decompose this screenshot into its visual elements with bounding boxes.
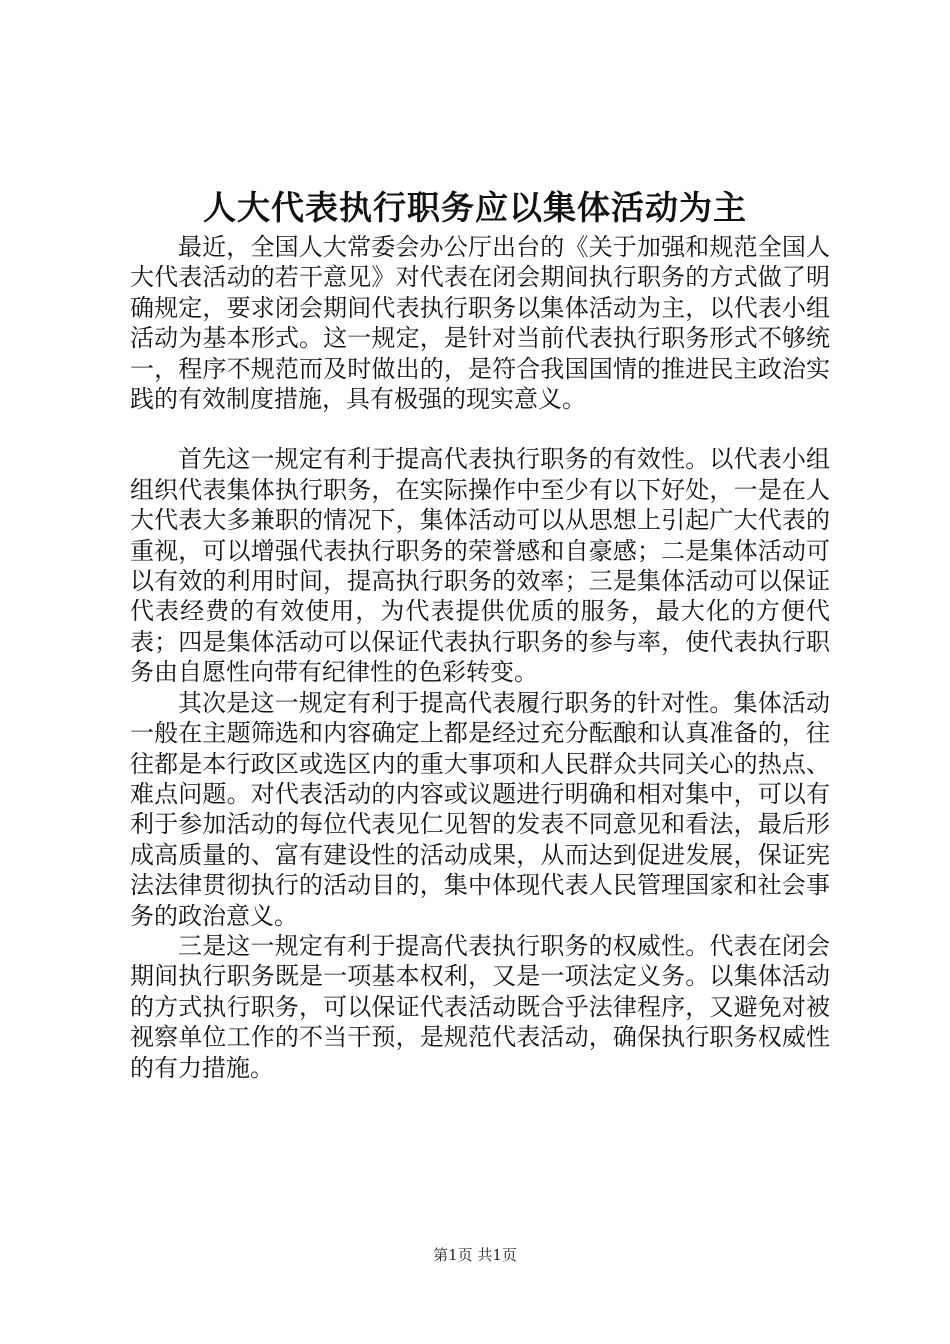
paragraph-intro: 最近，全国人大常委会办公厅出台的《关于加强和规范全国人大代表活动的若干意见》对代表在闭会期间执行职务的方式做了明确规定，要求闭会期间代表执行职务以集体活动为主，以代表小组活动为基本形式。这一规定，是针对当前代表执行职务形式不够统一，程序不规范而及时做出的，是符合我国国情的推进民主政治实践的有效制度措施，具有极强的现实意义。 (130, 233, 830, 414)
page-number: 第1页 (433, 1246, 473, 1264)
page-footer (0, 1245, 950, 1265)
paragraph-authority: 三是这一规定有利于提高代表执行职务的权威性。代表在闭会期间执行职务既是一项基本权利，又是一项法定义务。以集体活动的方式执行职务，可以保证代表活动既合乎法律程序，又避免对被视察单位工作的不当干预，是规范代表活动，确保执行职务权威性的有力措施。 (130, 931, 830, 1082)
page-total: 共1页 (477, 1246, 517, 1264)
document-title: 人大代表执行职务应以集体活动为主 (203, 188, 747, 227)
paragraph-effectiveness: 首先这一规定有利于提高代表执行职务的有效性。以代表小组组织代表集体执行职务，在实际操作中至少有以下好处，一是在人大代表大多兼职的情况下，集体活动可以从思想上引起广大代表的重视，可以增强代表执行职务的荣誉感和自豪感；二是集体活动可以有效的利用时间，提高执行职务的效率；三是集体活动可以保证代表经费的有效使用，为代表提供优质的服务，最大化的方便代表；四是集体活动可以保证代表执行职务的参与率，使代表执行职务由自愿性向带有纪律性的色彩转变。 (130, 445, 830, 687)
document-body (130, 232, 830, 1083)
paragraph-pertinence: 其次是这一规定有利于提高代表履行职务的针对性。集体活动一般在主题筛选和内容确定上都是经过充分酝酿和认真准备的，往往都是本行政区或选区内的重大事项和人民群众共同关心的热点、难点问题。对代表活动的内容或议题进行明确和相对集中，可以有利于参加活动的每位代表见仁见智的发表不同意见和看法，最后形成高质量的、富有建设性的活动成果，从而达到促进发展，保证宪法法律贯彻执行的活动目的，集中体现代表人民管理国家和社会事务的政治意义。 (130, 688, 830, 930)
